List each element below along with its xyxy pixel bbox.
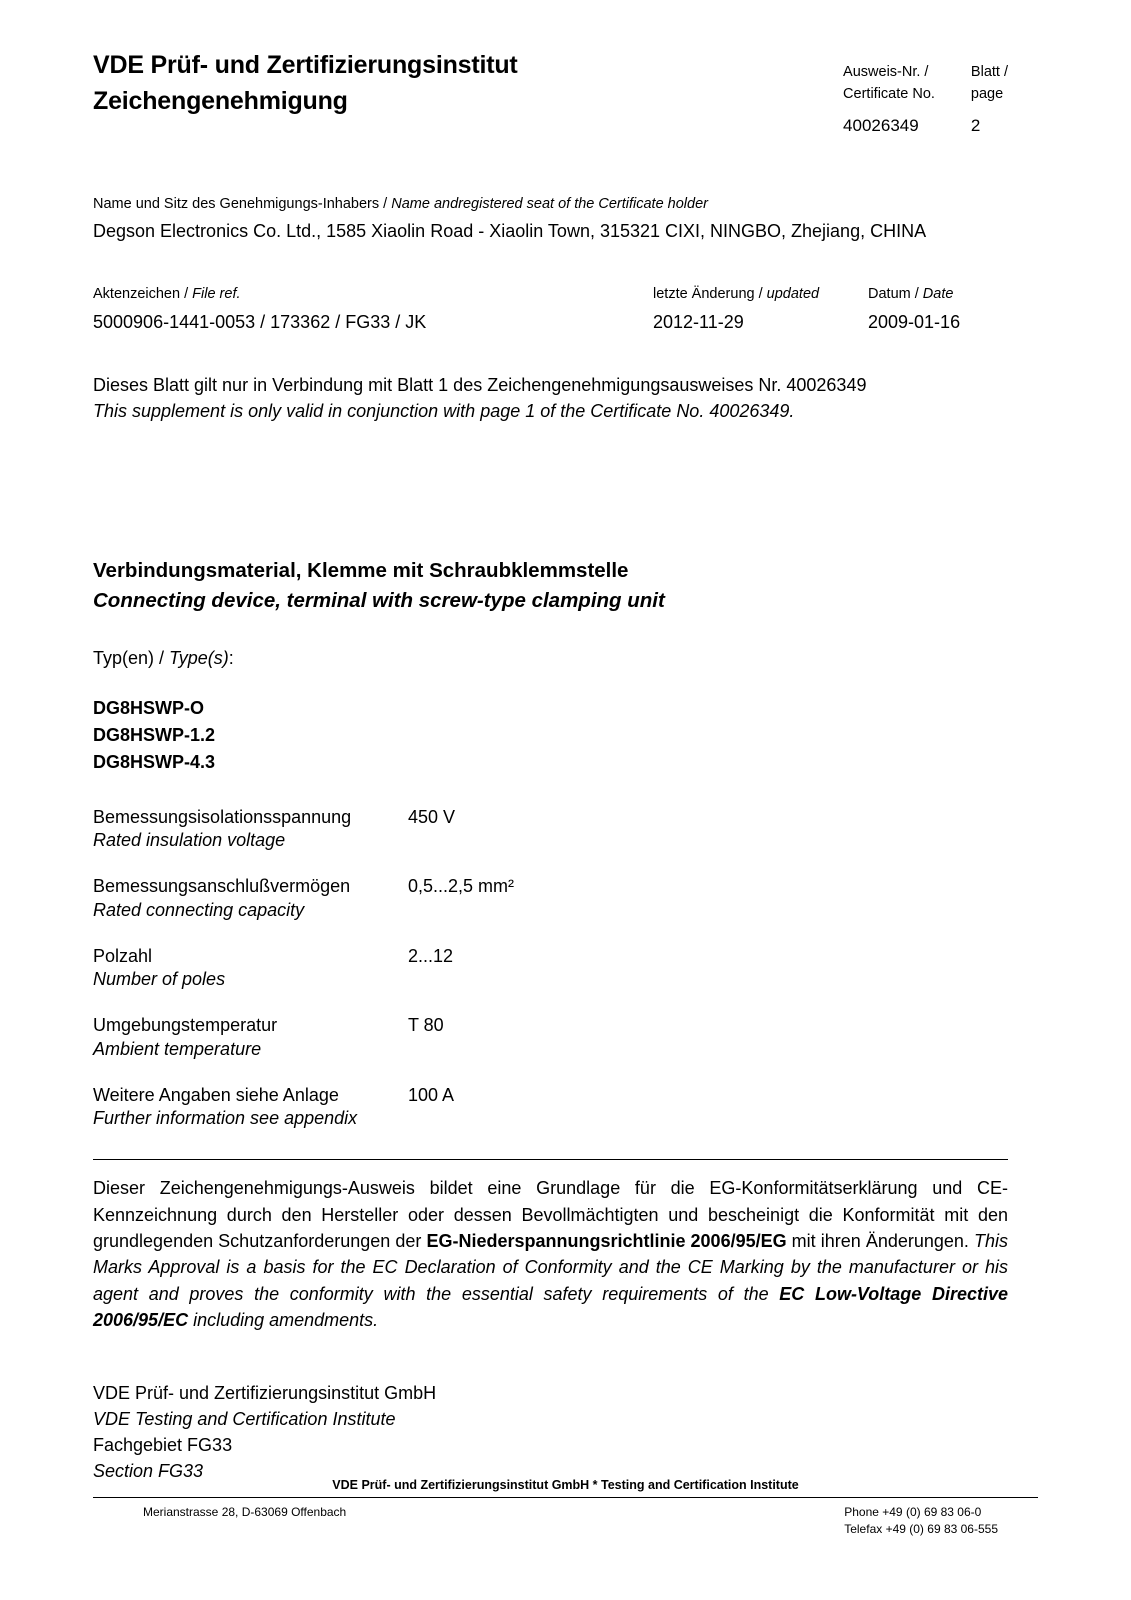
types-label-de: Typ(en) / — [93, 647, 170, 668]
legal-text — [93, 1175, 1008, 1334]
legal-en-part2: including amendments. — [188, 1310, 379, 1331]
date-label — [868, 284, 1008, 304]
holder-label — [93, 194, 1008, 214]
page-number: 2 — [970, 115, 981, 135]
legal-de-part1: Dieser Zeichengenehmigungs-Ausweis bildet eine Grundlage für die EG-Konformitätserklärung und CE-Kennzeichnung durch den Hersteller oder dessen Bevollmächtigten und bescheinigt die Konformität mit den grundlegenden Schutzanforderungen der — [93, 1178, 1008, 1251]
page-number-block — [971, 62, 1008, 138]
validity-note — [93, 372, 1008, 424]
spec-row — [93, 945, 1008, 993]
updated-label-de: letzte Änderung / — [653, 286, 767, 303]
issuer-section-en: Section FG33 — [93, 1461, 204, 1482]
types-label — [93, 648, 1008, 669]
spec-label-de: Weitere Angaben siehe Anlage — [93, 1084, 339, 1105]
footer-phone: Phone +49 (0) 69 83 06-0 — [844, 1504, 982, 1519]
certificate-number-block — [843, 62, 935, 138]
footer-fax: Telefax +49 (0) 69 83 06-555 — [844, 1521, 998, 1536]
fileref-label-en: File ref. — [192, 286, 241, 303]
validity-de: Dieses Blatt gilt nur in Verbindung mit Blatt 1 des Zeichengenehmigungsausweises Nr. 40026349 — [93, 374, 867, 395]
spec-label-de: Polzahl — [93, 945, 153, 966]
updated-label — [653, 284, 868, 304]
holder-label-en: Name andregistered seat of the Certificate holder — [391, 196, 708, 212]
spec-label-en: Number of poles — [93, 969, 226, 990]
issuer-section-de: Fachgebiet FG33 — [93, 1435, 233, 1455]
product-title — [93, 556, 1008, 615]
fileref-label — [93, 284, 653, 304]
fileref-block — [93, 284, 1008, 334]
legal-de-part2: mit ihren Änderungen. — [786, 1231, 969, 1251]
spec-value: T 80 — [408, 1015, 444, 1036]
certificate-label-en: Certificate No. — [843, 85, 935, 102]
type-item: DG8HSWP-4.3 — [93, 751, 216, 772]
spec-label — [93, 945, 408, 993]
spec-value: 2...12 — [408, 945, 454, 966]
spec-value: 0,5...2,5 mm² — [408, 876, 515, 897]
page-content — [93, 0, 1008, 1484]
types-label-en: Type(s) — [169, 647, 229, 668]
updated-block — [653, 284, 868, 334]
spec-label-en: Ambient temperature — [93, 1038, 262, 1059]
spec-label — [93, 1014, 408, 1062]
specifications-table — [93, 806, 1008, 1132]
type-item: DG8HSWP-O — [93, 697, 205, 718]
spec-row — [93, 1014, 1008, 1062]
legal-de-bold: EG-Niederspannungsrichtlinie 2006/95/EG — [426, 1231, 787, 1251]
certificate-meta — [843, 62, 1008, 138]
footer-phone-block — [844, 1504, 1038, 1538]
footer-title: VDE Prüf- und Zertifizierungsinstitut GmbH * Testing and Certification Institute — [332, 1477, 799, 1492]
page-title — [93, 48, 518, 119]
legal-en-bold: EC Low-Voltage Directive 2006/95/EC — [93, 1283, 1008, 1331]
updated-value: 2012-11-29 — [653, 311, 744, 332]
updated-label-en: updated — [766, 286, 820, 303]
spec-label-en: Rated insulation voltage — [93, 830, 286, 851]
spec-row — [93, 806, 1008, 854]
spec-label — [93, 875, 408, 923]
spec-label-de: Bemessungsanschlußvermögen — [93, 876, 351, 897]
types-list — [93, 695, 1008, 776]
product-title-de: Verbindungsmaterial, Klemme mit Schraubklemmstelle — [93, 559, 629, 583]
title-line-1: VDE Prüf- und Zertifizierungsinstitut — [93, 51, 518, 79]
section-divider — [93, 1159, 1008, 1160]
product-title-en: Connecting device, terminal with screw-type clamping unit — [93, 588, 665, 612]
fileref-label-de: Aktenzeichen / — [93, 286, 193, 303]
legal-en-part1: This Marks Approval is a basis for the EC Declaration of Conformity and the CE Marking by the manufacturer or his agent and proves the conformity with the essential safety requirements of the — [93, 1231, 1008, 1304]
issuer-name-de: VDE Prüf- und Zertifizierungsinstitut GmbH — [93, 1382, 437, 1403]
page-label-en: page — [970, 85, 1004, 102]
document-header — [93, 0, 1008, 138]
spec-label — [93, 1084, 408, 1132]
spec-label-en: Further information see appendix — [93, 1108, 358, 1129]
fileref-left — [93, 284, 653, 334]
footer-divider — [93, 1497, 1038, 1498]
spec-value: 100 A — [408, 1084, 455, 1105]
page-label-de: Blatt / — [970, 64, 1008, 80]
type-item: DG8HSWP-1.2 — [93, 724, 216, 745]
holder-label-de: Name und Sitz des Genehmigungs-Inhabers / — [93, 196, 392, 212]
issuer-block — [93, 1380, 1008, 1484]
certificate-number: 40026349 — [843, 115, 919, 135]
spec-label-en: Rated connecting capacity — [93, 899, 305, 920]
certificate-label-de: Ausweis-Nr. / — [843, 64, 929, 80]
spec-label-de: Umgebungstemperatur — [93, 1015, 278, 1036]
date-block — [868, 284, 1008, 334]
validity-en: This supplement is only valid in conjunction with page 1 of the Certificate No. 40026349. — [93, 401, 795, 422]
date-value: 2009-01-16 — [868, 311, 961, 332]
title-line-2: Zeichengenehmigung — [93, 86, 348, 115]
spec-value: 450 V — [408, 806, 456, 827]
footer-address: Merianstrasse 28, D-63069 Offenbach — [143, 1504, 347, 1519]
spec-row — [93, 875, 1008, 923]
spec-row — [93, 1084, 1008, 1132]
issuer-name-en: VDE Testing and Certification Institute — [93, 1408, 396, 1429]
footer-contact — [93, 1504, 1038, 1538]
types-label-colon: : — [228, 647, 234, 668]
page-footer — [93, 1478, 1038, 1538]
date-label-en: Date — [922, 286, 954, 303]
date-label-de: Datum / — [868, 286, 923, 303]
holder-value: Degson Electronics Co. Ltd., 1585 Xiaolin Road - Xiaolin Town, 315321 CIXI, NINGBO, Zhejiang, CHINA — [93, 221, 927, 242]
spec-label-de: Bemessungsisolationsspannung — [93, 806, 352, 827]
spec-label — [93, 806, 408, 854]
holder-block — [93, 194, 1008, 244]
fileref-value: 5000906-1441-0053 / 173362 / FG33 / JK — [93, 311, 427, 332]
